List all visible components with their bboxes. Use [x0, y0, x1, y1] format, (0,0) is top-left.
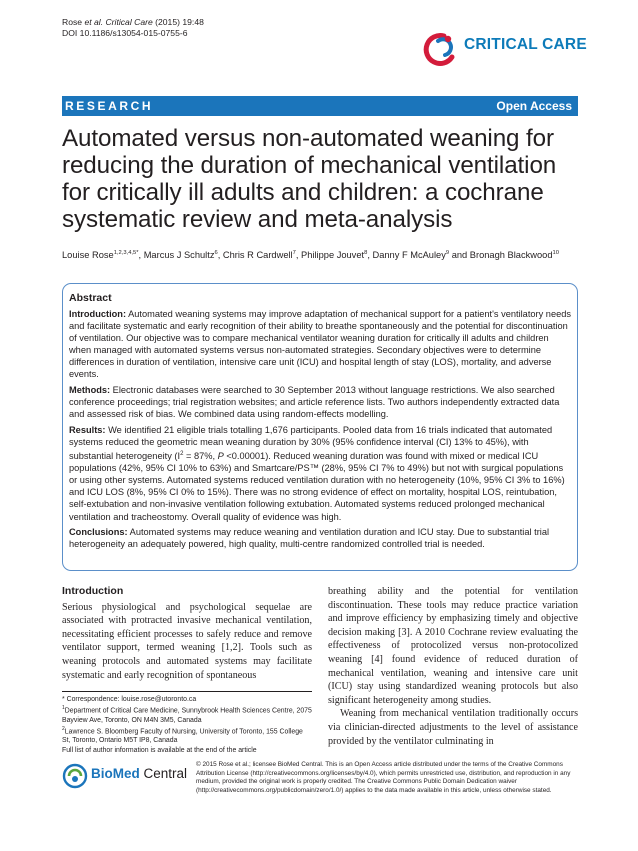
abstract-box [62, 283, 578, 571]
footnotes [62, 691, 312, 755]
introduction-paragraph: Serious physiological and psychological sequelae are associated with protracted invasive mechanical ventilation, necessitating efficient processes to safely reduce and remove ventilator support, termed weaning [1,2]. Tools such as weaning protocols and automated systems may facilitate systematic and early recognition of spontaneous [62, 601, 312, 681]
affiliation-note: $^1$Department of Critical Care Medicine, Sunnybrook Health Sciences Centre, 2075 Bayview Ave, Toronto, ON M4N 3M5, Canada [62, 705, 312, 724]
author-affiliation-sup: 6 [214, 250, 218, 256]
author-name[interactable]: Bronagh Blackwood [469, 250, 553, 261]
article-type-banner [62, 96, 578, 116]
author-name[interactable]: Louise Rose [62, 250, 114, 261]
author-affiliation-sup: 10 [552, 250, 559, 256]
author-name[interactable]: Marcus J Schultz [143, 250, 215, 261]
journal-logo-text: CRITICAL CARE [464, 36, 587, 53]
abstract-methods: Methods: Electronic databases were searched to 30 September 2013 without language restrictions. We also searched conference proceedings; trial registration websites; and article reference lists. Two authors independently extracted data and assessed risk of bias. We combined data using random-effects modelling. [69, 385, 560, 420]
introduction-heading: Introduction [62, 585, 124, 597]
abstract-introduction: Introduction: Automated weaning systems may improve adaptation of mechanical support for a patient's ventilatory needs and facilitate systematic and early recognition of their ability to breathe spontaneously and the potential for discontinuation of ventilation. Our objective was to compare mechanical ventilator weaning duration for critically ill adults and children when managed with automated systems versus non-automated strategies. Secondary objectives were to determine differences in duration of ventilation, intensive care unit (ICU) and hospital length of stay (LOS), mortality, and adverse events. [69, 309, 572, 380]
citation-line: Rose et al. Critical Care (2015) 19:48 [62, 17, 204, 27]
author-affiliation-sup: 8 [364, 250, 368, 256]
author-list: Louise Rose$^{1,2,3,4,5*}$, Marcus J Schultz$^6$, Chris R Cardwell$^7$, Philippe Jouvet$^8$, Danny F McAuley$^9$ and Bronagh Blackwood$^{10}$ [62, 250, 559, 261]
article-title: Automated versus non-automated weaning for reducing the duration of mechanical ventilation for critically ill adults and children: a cochrane systematic review and meta-analysis [62, 125, 557, 233]
author-affiliation-sup: 9 [445, 250, 450, 256]
author-affiliation-sup: 7 [292, 250, 296, 256]
open-access-label: Open Access [496, 99, 572, 113]
abstract-heading: Abstract [69, 292, 112, 304]
body-column-right [328, 585, 578, 748]
body-paragraph: breathing ability and the potential for ventilation discontinuation. These tools may reduce practice variation and improve efficiency by emphasizing timely and objective decision making [3]. A 2010 Cochrane review evaluating the effectiveness of protocolized versus non-protocolized weaning [4] found evidence of reduced duration of mechanical ventilation, weaning and intensive care unit (ICU) stay using standardized weaning protocols but also significant heterogeneity among studies. [328, 586, 578, 706]
author-affiliation-sup: 1,2,3,4,5* [113, 250, 139, 256]
body-column-left [62, 585, 312, 682]
full-author-info-note: Full list of author information is available at the end of the article [62, 746, 257, 754]
citation-meta [62, 17, 204, 39]
author-name[interactable]: Chris R Cardwell [222, 250, 293, 261]
article-type-label: RESEARCH [65, 99, 154, 113]
correspondence-note[interactable]: * Correspondence: louise.rose@utoronto.ca [62, 696, 197, 703]
affiliation-note: $^2$Lawrence S. Bloomberg Faculty of Nursing, University of Toronto, 155 College St, Toronto, Ontario M5T IP8, Canada [62, 725, 303, 745]
abstract-conclusions: Conclusions: Automated systems may reduce weaning and ventilation duration and ICU stay. Due to substantial trial heterogeneity an adequately powered, high quality, multi-centre randomized controlled trial is needed. [69, 527, 550, 550]
biomed-central-logo-icon [62, 763, 88, 789]
author-name[interactable]: Danny F McAuley [372, 250, 446, 261]
body-paragraph: Weaning from mechanical ventilation traditionally occurs via clinician-directed adjustments to the level of assistance provided by the ventilator culminating in [328, 708, 578, 747]
license-text: © 2015 Rose et al.; licensee BioMed Central. This is an Open Access article distributed under the terms of the Creative Commons Attribution License (http://creativecommons.org/licenses/by/4.0), which permits unrestricted use, distribution, and reproduction in any medium, provided the original work is properly credited. The Creative Commons Public Domain Dedication waiver (http://creativecommons.org/publicdomain/zero/1.0/) applies to the data made available in this article, unless otherwise stated. [196, 761, 571, 794]
author-name[interactable]: Philippe Jouvet [301, 250, 365, 261]
abstract-results: Results: We identified 21 eligible trials totalling 1,676 participants. Pooled data from 16 trials indicated that automated systems reduced the geometric mean weaning duration by 30% (95% confidence interval (CI) 13% to 45%), with substantial heterogeneity ($I^2 = 87\%$, P <0.00001). Reduced weaning duration was found with mixed or medical ICU populations (42%, 95% CI 10% to 63%) and Smartcare/PS™ (28%, 95% CI 7% to 49%) but not with surgical populations or using other systems. Automated systems reduced ventilation duration with no heterogeneity (10%, 95% CI 3% to 16%) and ICU LOS (8%, 95% CI 0% to 15%). There was no strong evidence of effect on mortality, hospital LOS, reintubation, self-extubation and non-invasive ventilation following extubation. Automated systems reduced prolonged mechanical ventilation and tracheostomy. Overall quality of evidence was high. [69, 424, 565, 522]
biomed-central-logo: BioMed Central [62, 762, 182, 790]
doi-line[interactable]: DOI 10.1186/s13054-015-0755-6 [62, 28, 188, 38]
